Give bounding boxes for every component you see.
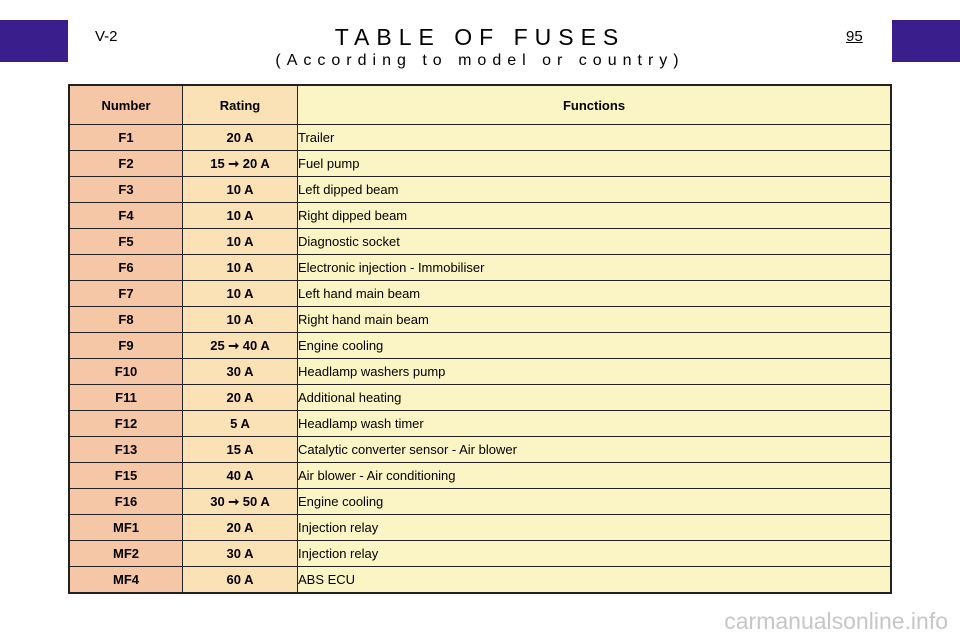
fuse-rating-cell: 10 A (183, 307, 298, 333)
table-row (69, 489, 891, 515)
fuse-function-cell: Additional heating (298, 385, 892, 411)
fuse-function-cell: Headlamp washers pump (298, 359, 892, 385)
watermark: carmanualsonline.info (724, 608, 948, 634)
table-row (69, 541, 891, 567)
fuse-function-cell: ABS ECU (298, 567, 892, 594)
fuse-function-cell: Engine cooling (298, 489, 892, 515)
fuse-rating-cell: 10 A (183, 177, 298, 203)
fuse-function-cell: Left dipped beam (298, 177, 892, 203)
section-code: V-2 (95, 28, 118, 45)
table-row (69, 411, 891, 437)
fuse-rating-cell: 40 A (183, 463, 298, 489)
fuse-number-cell: F10 (69, 359, 183, 385)
fuse-number-cell: MF1 (69, 515, 183, 541)
fuse-number-cell: F6 (69, 255, 183, 281)
fuse-number-cell: F12 (69, 411, 183, 437)
page-title: TABLE OF FUSES (334, 24, 626, 50)
table-header-row (69, 85, 891, 125)
fuse-rating-cell: 5 A (183, 411, 298, 437)
fuse-function-cell: Right hand main beam (298, 307, 892, 333)
table-row (69, 203, 891, 229)
table-row (69, 229, 891, 255)
fuse-function-cell: Trailer (298, 125, 892, 151)
table-row (69, 567, 891, 594)
fuse-function-cell: Headlamp wash timer (298, 411, 892, 437)
fuse-number-cell: F13 (69, 437, 183, 463)
fuse-number-cell: F4 (69, 203, 183, 229)
fuse-number-cell: F11 (69, 385, 183, 411)
fuse-number-cell: F5 (69, 229, 183, 255)
fuse-rating-cell: 20 A (183, 385, 298, 411)
fuse-rating-cell: 20 A (183, 125, 298, 151)
fuse-function-cell: Electronic injection - Immobiliser (298, 255, 892, 281)
fuse-number-cell: F7 (69, 281, 183, 307)
table-row (69, 359, 891, 385)
fuse-function-cell: Catalytic converter sensor - Air blower (298, 437, 892, 463)
table-row (69, 151, 891, 177)
fuse-function-cell: Air blower - Air conditioning (298, 463, 892, 489)
fuse-rating-cell: 30 A (183, 359, 298, 385)
page-subtitle: (According to model or country) (275, 52, 685, 69)
fuse-rating-cell: 10 A (183, 229, 298, 255)
fuse-number-cell: F2 (69, 151, 183, 177)
fuse-function-cell: Diagnostic socket (298, 229, 892, 255)
fuse-function-cell: Fuel pump (298, 151, 892, 177)
fuse-rating-cell: 10 A (183, 281, 298, 307)
fuse-number-cell: F9 (69, 333, 183, 359)
table-row (69, 463, 891, 489)
fuse-rating-cell: 25 ➞ 40 A (183, 333, 298, 359)
table-row (69, 307, 891, 333)
fuse-function-cell: Engine cooling (298, 333, 892, 359)
table-row (69, 437, 891, 463)
fuse-number-cell: F1 (69, 125, 183, 151)
fuse-number-cell: F16 (69, 489, 183, 515)
table-row (69, 281, 891, 307)
table-row (69, 385, 891, 411)
table-row (69, 255, 891, 281)
table-row (69, 177, 891, 203)
column-header-functions: Functions (298, 85, 892, 125)
fuses-table-body (69, 125, 891, 594)
fuse-function-cell: Left hand main beam (298, 281, 892, 307)
column-header-rating: Rating (183, 85, 298, 125)
fuse-rating-cell: 15 ➞ 20 A (183, 151, 298, 177)
column-header-number: Number (69, 85, 183, 125)
fuse-number-cell: F8 (69, 307, 183, 333)
fuse-rating-cell: 15 A (183, 437, 298, 463)
table-row (69, 333, 891, 359)
fuse-function-cell: Injection relay (298, 541, 892, 567)
fuses-table (68, 84, 892, 594)
fuse-rating-cell: 60 A (183, 567, 298, 594)
page-number: 95 (846, 28, 863, 45)
fuse-function-cell: Right dipped beam (298, 203, 892, 229)
table-row (69, 515, 891, 541)
table-row (69, 125, 891, 151)
fuse-function-cell: Injection relay (298, 515, 892, 541)
fuse-number-cell: F15 (69, 463, 183, 489)
fuse-rating-cell: 30 A (183, 541, 298, 567)
fuse-rating-cell: 10 A (183, 255, 298, 281)
fuse-rating-cell: 30 ➞ 50 A (183, 489, 298, 515)
fuse-number-cell: F3 (69, 177, 183, 203)
fuse-number-cell: MF2 (69, 541, 183, 567)
fuse-number-cell: MF4 (69, 567, 183, 594)
fuse-rating-cell: 20 A (183, 515, 298, 541)
fuse-rating-cell: 10 A (183, 203, 298, 229)
